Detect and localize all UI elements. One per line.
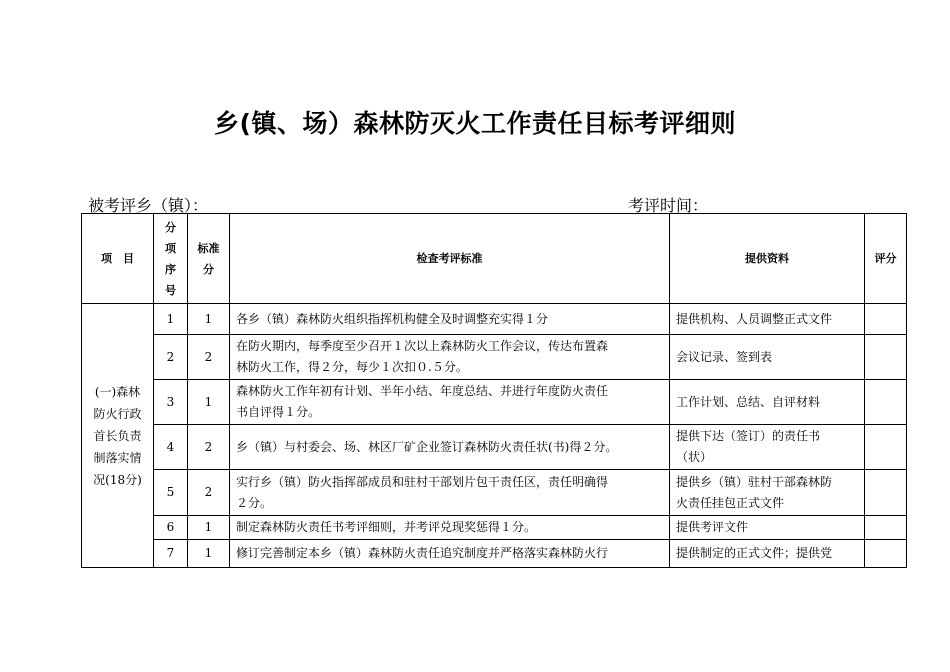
seq-cell: 4 — [154, 425, 188, 470]
header-item: 项 目 — [82, 214, 154, 304]
table-row — [82, 335, 907, 380]
materials-cell: 提供下达（签订）的责任书 （状） — [670, 425, 865, 470]
std-cell: 1 — [188, 380, 230, 425]
assessment-table — [81, 213, 907, 568]
std-cell: 2 — [188, 470, 230, 516]
table-row — [82, 304, 907, 335]
seq-cell: 6 — [154, 516, 188, 540]
table-row — [82, 470, 907, 516]
std-cell: 1 — [188, 304, 230, 335]
score-cell — [865, 425, 907, 470]
criteria-cell: 修订完善制定本乡（镇）森林防火责任追究制度并严格落实森林防火行 — [230, 540, 670, 568]
score-cell — [865, 335, 907, 380]
materials-cell: 工作计划、总结、自评材料 — [670, 380, 865, 425]
assessment-time-label: 考评时间： — [628, 196, 709, 215]
score-cell — [865, 540, 907, 568]
criteria-cell: 实行乡（镇）防火指挥部成员和驻村干部划片包干责任区，责任明确得 ２分。 — [230, 470, 670, 516]
header-score: 评分 — [865, 214, 907, 304]
criteria-cell: 制定森林防火责任书考评细则，并考评兑现奖惩得１分。 — [230, 516, 670, 540]
score-cell — [865, 304, 907, 335]
std-cell: 2 — [188, 335, 230, 380]
seq-cell: 3 — [154, 380, 188, 425]
materials-cell: 提供机构、人员调整正式文件 — [670, 304, 865, 335]
criteria-cell: 乡（镇）与村委会、场、林区厂矿企业签订森林防火责任状(书)得２分。 — [230, 425, 670, 470]
group-label: (一)森林 防火行政 首长负责 制落实情 况(18分) — [82, 304, 154, 568]
criteria-cell: 森林防火工作年初有计划、半年小结、年度总结、并进行年度防火责任 书自评得１分。 — [230, 380, 670, 425]
std-cell: 2 — [188, 425, 230, 470]
criteria-cell: 各乡（镇）森林防火组织指挥机构健全及时调整充实得１分 — [230, 304, 670, 335]
table-row — [82, 425, 907, 470]
assessed-township-label: 被考评乡（镇）： — [88, 196, 209, 215]
seq-cell: 7 — [154, 540, 188, 568]
header-materials: 提供资料 — [670, 214, 865, 304]
score-cell — [865, 470, 907, 516]
header-criteria: 检查考评标准 — [230, 214, 670, 304]
std-cell: 1 — [188, 516, 230, 540]
materials-cell: 会议记录、签到表 — [670, 335, 865, 380]
table-row — [82, 516, 907, 540]
seq-cell: 1 — [154, 304, 188, 335]
std-cell: 1 — [188, 540, 230, 568]
header-row — [82, 214, 907, 304]
table-row — [82, 380, 907, 425]
materials-cell: 提供考评文件 — [670, 516, 865, 540]
score-cell — [865, 380, 907, 425]
header-standard-score: 标准 分 — [188, 214, 230, 304]
materials-cell: 提供制定的正式文件；提供党 — [670, 540, 865, 568]
seq-cell: 5 — [154, 470, 188, 516]
materials-cell: 提供乡（镇）驻村干部森林防 火责任挂包正式文件 — [670, 470, 865, 516]
criteria-cell: 在防火期内，每季度至少召开１次以上森林防火工作会议，传达布置森 林防火工作，得２分，每少１次扣０.５分。 — [230, 335, 670, 380]
score-cell — [865, 516, 907, 540]
header-seq: 分 项 序 号 — [154, 214, 188, 304]
seq-cell: 2 — [154, 335, 188, 380]
page-title: 乡(镇、场）森林防灭火工作责任目标考评细则 — [214, 109, 736, 138]
table-row — [82, 540, 907, 568]
